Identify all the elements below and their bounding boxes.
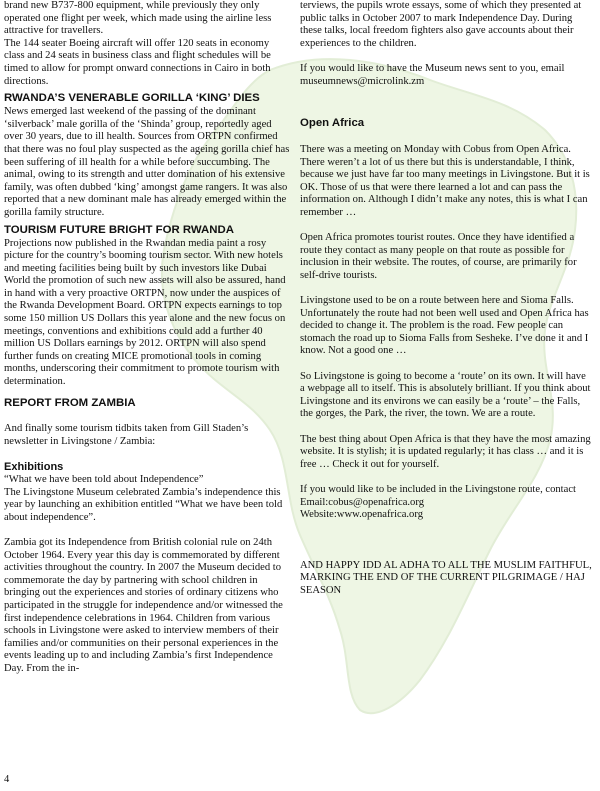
intro-paragraph-1: brand new B737-800 equipment, while previously they only operated one flight per week, which made using the airline less attractive for travellers. [4,0,272,37]
interviews-continuation: terviews, the pupils wrote essays, some of which they presented at public talks in October 2007 to mark Independence Day. During these talks, local freedom fighters also gave accounts about their experiences to the children. [300,0,582,49]
museum-news-signup: If you would like to have the Museum news sent to you, email museumnews@microlink.zm [300,62,565,87]
exhibitions-title: “What we have been told about Independence” [4,474,204,485]
tourism-heading: TOURISM FUTURE BRIGHT FOR RWANDA [4,223,234,236]
zambia-history: Zambia got its Independence from British colonial rule on 24th October 1964. Every year this day is commemorated by different activities throughout the country. In 2007 the Museum decided to commemorate the day by partnering with school children in bringing out the experiences and stories of ordinary citizens who participated in the struggle for independence and/or witnessed the first independence celebrations in 1964. Children from various schools in Livingstone were asked to interview members of their families and/or communities on their personal experiences in the events leading up to and including Zambia’s first Independence Day. From the in- [4,536,283,674]
tourism-body: Projections now published in the Rwandan media paint a rosy picture for the country’s booming tourism sector. With new hotels and meeting facilities being built by such investors like Dubai World the promotion of such new assets will also be assured, hand in hand with a very proactive ORTPN, now under the auspices of the Rwanda Development Board. ORTPN expects earnings to top some 150 million US Dollars this year alone and the new focus on meetings, conventions and exhibitions could add a further 40 million US Dollars earnings by 2012. ORTPN will also spend further funds on creating MICE promotional tools in coming months, underscoring their commitment to promote tourism with determination. [4,237,286,388]
gorilla-heading: RWANDA’S VENERABLE GORILLA ‘KING’ DIES [4,92,260,105]
closing-greeting: AND HAPPY IDD AL ADHA TO ALL THE MUSLIM FAITHFUL, MARKING THE END OF THE CURRENT PILGRIMAGE / HAJ SEASON [300,559,592,596]
open-africa-contact-intro: If you would like to be included in the Livingstone route, contact [300,483,576,495]
gorilla-body: News emerged last weekend of the passing of the dominant ‘silverback’ male gorilla of the ‘Shinda’ group, reportedly aged over 30 years, due to ill health. Sources from ORTPN confirmed that there was no foul play suspected as the ageing gorilla chief has been suffering of ill health for a while before succumbing. The animal, owing to its strength and utter domination of his extensive family, was often dubbed ‘king’ amongst game rangers. It was also reported that a new dominant male has already emerged within the gorilla family structure. [4,106,290,218]
exhibitions-heading: Exhibitions [4,461,64,473]
open-africa-website[interactable]: Website:www.openafrica.org [300,509,423,521]
intro-paragraph-2: The 144 seater Boeing aircraft will offer 120 seats in economy class and 24 seats in business class and flight schedules will be timed to allow for prompt onward connections in Cairo in both directions. [4,37,271,87]
left-column [4,0,291,676]
zambia-heading: REPORT FROM ZAMBIA [4,396,136,409]
open-africa-paragraph-3: Livingstone used to be on a route between here and Sioma Falls. Unfortunately the route had not been well used and Open Africa has decided to change it. The problem is the road. Few people can stomach the road up to Sioma Falls from Sesheke. I’ve done it and I know. Not a good one … [300,295,589,357]
open-africa-paragraph-1: There was a meeting on Monday with Cobus from Open Africa. There weren’t a lot of us there but this is understandable, I think, because we just have far too many meetings in Livingstone. But it is OK. Those of us that were there learned a lot and can pass the information on. Although I didn’t make any notes, this is what I can remember … [300,143,590,218]
open-africa-email[interactable]: Email:cobus@openafrica.org [300,496,424,508]
page-number: 4 [4,774,10,785]
right-column [300,0,592,597]
open-africa-paragraph-2: Open Africa promotes tourist routes. Once they have identified a route they contact as many people on that route as possible for inclusion in their website. The routes, of course, are primarily for self-drive tourists. [300,232,577,281]
exhibitions-body: The Livingstone Museum celebrated Zambia’s independence this year by launching an exhibition entitled “What we have been told about independence”. [4,486,283,523]
open-africa-paragraph-5: The best thing about Open Africa is that they have the most amazing website. It is stylish; it is updated regularly; it has class … and it is free … Check it out for yourself. [300,433,591,470]
open-africa-heading: Open Africa [300,117,365,130]
open-africa-paragraph-4: So Livingstone is going to become a ‘route’ on its own. It will have a webpage all to itself. This is absolutely brilliant. If you think about Livingstone and its environs we can easily be a ‘route’ – the Falls, the gorges, the Park, the river, the town. We are a route. [300,370,591,420]
zambia-intro: And finally some tourism tidbits taken from Gill Staden’s newsletter in Livingstone / Zambia: [4,423,249,447]
